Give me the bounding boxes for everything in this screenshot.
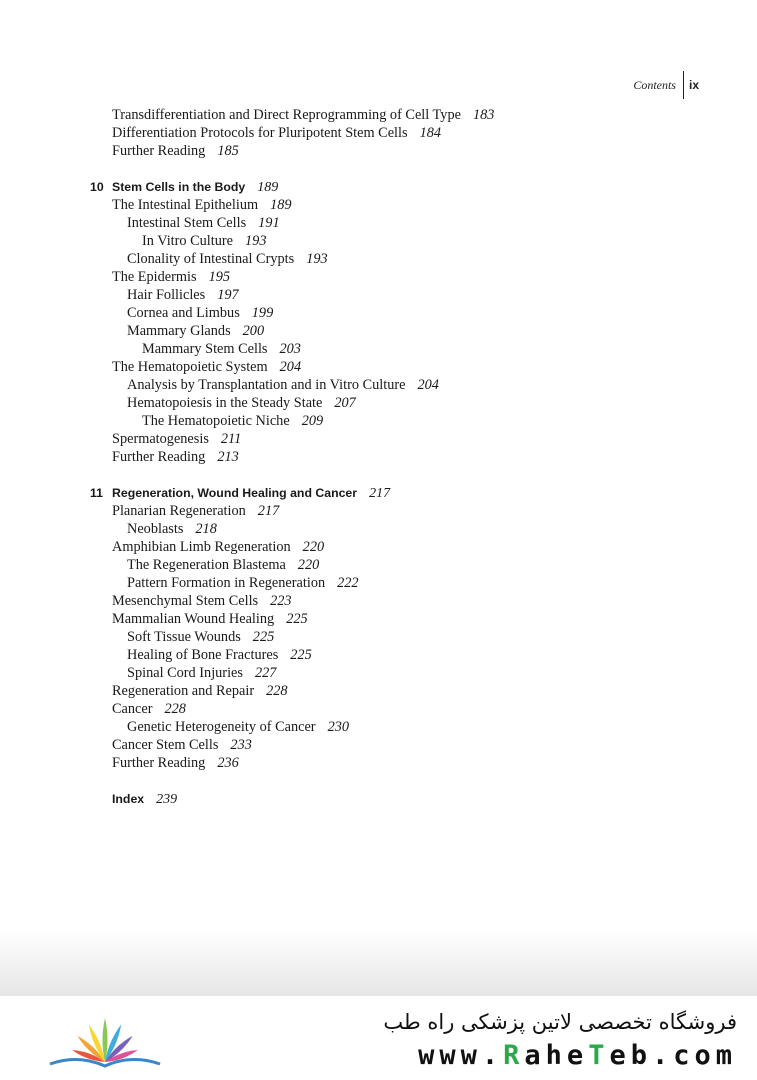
- toc-entry-title: Further Reading: [112, 449, 206, 465]
- toc-entry-page: 189: [270, 197, 292, 213]
- toc-entry-page: 204: [417, 377, 439, 393]
- toc-entry[interactable]: [0, 268, 757, 286]
- toc-entry[interactable]: [0, 106, 757, 124]
- toc-entry[interactable]: [0, 646, 757, 664]
- page-number: ix: [688, 78, 699, 92]
- toc-entry[interactable]: [0, 700, 757, 718]
- toc-entry-page: 193: [306, 251, 328, 267]
- toc-entry-page: 203: [279, 341, 301, 357]
- toc-entry[interactable]: [0, 232, 757, 250]
- toc-entry[interactable]: [0, 628, 757, 646]
- toc-entry-title: Cancer: [112, 701, 153, 717]
- toc-entry-page: 239: [156, 792, 178, 807]
- url-part: www.: [418, 1040, 504, 1071]
- toc-spacer: [0, 160, 757, 178]
- toc-entry[interactable]: [0, 430, 757, 448]
- toc-entry-page: 230: [327, 719, 350, 735]
- toc-entry[interactable]: [0, 556, 757, 574]
- url-accent: T: [588, 1040, 610, 1071]
- toc-entry-title: Spermatogenesis: [112, 431, 209, 447]
- toc-spacer: [0, 466, 757, 484]
- toc-entry-page: 207: [334, 395, 356, 411]
- toc-entry-title: Regeneration, Wound Healing and Cancer: [112, 486, 358, 500]
- toc-entry[interactable]: [0, 682, 757, 700]
- toc-entry[interactable]: [0, 304, 757, 322]
- toc-entry-title: Hematopoiesis in the Steady State: [127, 395, 323, 411]
- toc-entry-title: Planarian Regeneration: [112, 503, 246, 519]
- toc-entry-title: The Intestinal Epithelium: [112, 197, 259, 213]
- toc-entry[interactable]: [0, 124, 757, 142]
- toc-entry[interactable]: [0, 412, 757, 430]
- toc-entry[interactable]: [0, 376, 757, 394]
- toc-entry-page: 200: [242, 323, 265, 339]
- toc-entry-title: Further Reading: [112, 143, 206, 159]
- toc-entry[interactable]: [0, 250, 757, 268]
- bottom-shadow: [0, 930, 757, 996]
- toc-entry[interactable]: [0, 358, 757, 376]
- toc-entry-title: Clonality of Intestinal Crypts: [127, 251, 295, 267]
- shop-name: فروشگاه تخصصی لاتین پزشکی راه طب: [383, 1010, 737, 1034]
- toc-entry-page: 236: [217, 755, 239, 771]
- toc-entry-page: 220: [302, 539, 325, 555]
- toc-entry-title: Spinal Cord Injuries: [127, 665, 243, 681]
- toc-entry-page: 183: [472, 107, 495, 123]
- toc-chapter-entry[interactable]: [0, 178, 757, 196]
- toc-entry[interactable]: [0, 718, 757, 736]
- toc-entry-title: Soft Tissue Wounds: [127, 629, 241, 645]
- website-url: [418, 1040, 737, 1071]
- toc-entry-page: 228: [266, 683, 288, 699]
- toc-entry-title: Mammary Stem Cells: [142, 341, 268, 357]
- toc-entry-title: Analysis by Transplantation and in Vitro Culture: [127, 377, 406, 393]
- toc-chapter-entry[interactable]: [0, 484, 757, 502]
- toc-entry[interactable]: [0, 574, 757, 592]
- running-header: [633, 71, 699, 99]
- toc-entry[interactable]: [0, 592, 757, 610]
- toc-entry-page: 217: [369, 486, 391, 501]
- toc-entry-page: 197: [217, 287, 239, 303]
- toc-entry-title: Stem Cells in the Body: [112, 180, 246, 194]
- toc-entry-page: 193: [245, 233, 267, 249]
- toc-entry-page: 191: [258, 215, 280, 231]
- toc-entry-title: Pattern Formation in Regeneration: [127, 575, 326, 591]
- open-book-logo-icon: [40, 1006, 170, 1074]
- toc-entry-title: The Epidermis: [112, 269, 197, 285]
- toc-entry-title: Mammary Glands: [127, 323, 231, 339]
- toc-entry-page: 228: [164, 701, 186, 717]
- toc-entry-page: 199: [251, 305, 274, 321]
- toc-entry-page: 225: [252, 629, 275, 645]
- chapter-number: 10: [90, 180, 104, 194]
- toc-entry[interactable]: [0, 448, 757, 466]
- toc-entry[interactable]: [0, 286, 757, 304]
- toc-entry-page: 213: [217, 449, 239, 465]
- toc-entry[interactable]: [0, 196, 757, 214]
- toc-entry-page: 211: [220, 431, 242, 447]
- toc-entry-title: The Hematopoietic Niche: [142, 413, 290, 429]
- toc-entry[interactable]: [0, 538, 757, 556]
- toc-entry-title: Mesenchymal Stem Cells: [112, 593, 259, 609]
- toc-entry-page: 220: [297, 557, 320, 573]
- toc-entry-title: The Hematopoietic System: [112, 359, 268, 375]
- toc-entry-page: 218: [195, 521, 217, 537]
- toc-entry-page: 217: [257, 503, 280, 519]
- url-part: eb.com: [609, 1040, 737, 1071]
- toc-entry-title: Index: [112, 792, 145, 806]
- toc-entry-title: Hair Follicles: [127, 287, 206, 303]
- toc-entry-title: Intestinal Stem Cells: [127, 215, 247, 231]
- toc-chapter-entry[interactable]: [0, 790, 757, 808]
- toc-entry-page: 184: [419, 125, 442, 141]
- toc-entry-title: Further Reading: [112, 755, 206, 771]
- toc-entry-page: 204: [279, 359, 302, 375]
- toc-entry[interactable]: [0, 502, 757, 520]
- toc-entry-page: 233: [230, 737, 252, 753]
- toc-entry[interactable]: [0, 520, 757, 538]
- toc-entry[interactable]: [0, 610, 757, 628]
- watermark-banner: [0, 996, 757, 1080]
- toc-entry[interactable]: [0, 142, 757, 160]
- toc-entry[interactable]: [0, 322, 757, 340]
- url-accent: R: [503, 1040, 525, 1071]
- chapter-number: 11: [90, 486, 103, 500]
- toc-entry-page: 189: [257, 180, 279, 195]
- toc-entry-title: Neoblasts: [127, 521, 184, 537]
- toc-entry-page: 185: [217, 143, 239, 159]
- toc-entry-title: Cornea and Limbus: [127, 305, 240, 321]
- toc-entry-page: 227: [254, 665, 277, 681]
- toc-entry-page: 195: [208, 269, 231, 285]
- running-header-section: Contents: [633, 77, 676, 92]
- toc-entry-title: Healing of Bone Fractures: [127, 647, 279, 663]
- toc-entry[interactable]: [0, 394, 757, 412]
- toc-entry-page: 223: [270, 593, 292, 609]
- toc-spacer: [0, 772, 757, 790]
- toc-entry-title: Cancer Stem Cells: [112, 737, 219, 753]
- toc-entry[interactable]: [0, 736, 757, 754]
- url-part: ahe: [524, 1040, 589, 1071]
- toc-entry-page: 225: [286, 611, 308, 627]
- toc-entry-page: 225: [290, 647, 312, 663]
- toc-entry-page: 222: [337, 575, 359, 591]
- toc-entry-title: Differentiation Protocols for Pluripotent Stem Cells: [112, 125, 408, 141]
- toc-entry[interactable]: [0, 664, 757, 682]
- toc-entry-title: Mammalian Wound Healing: [112, 611, 275, 627]
- toc-entry-title: Amphibian Limb Regeneration: [112, 539, 291, 555]
- toc-entry-page: 209: [301, 413, 324, 429]
- toc-entry[interactable]: [0, 340, 757, 358]
- toc-entry[interactable]: [0, 214, 757, 232]
- toc-entry[interactable]: [0, 754, 757, 772]
- toc-entry-title: In Vitro Culture: [142, 233, 234, 249]
- toc-entry-title: Regeneration and Repair: [112, 683, 255, 699]
- table-of-contents: [0, 106, 757, 808]
- toc-entry-title: Genetic Heterogeneity of Cancer: [127, 719, 316, 735]
- toc-entry-title: Transdifferentiation and Direct Reprogramming of Cell Type: [112, 107, 461, 123]
- toc-entry-title: The Regeneration Blastema: [127, 557, 286, 573]
